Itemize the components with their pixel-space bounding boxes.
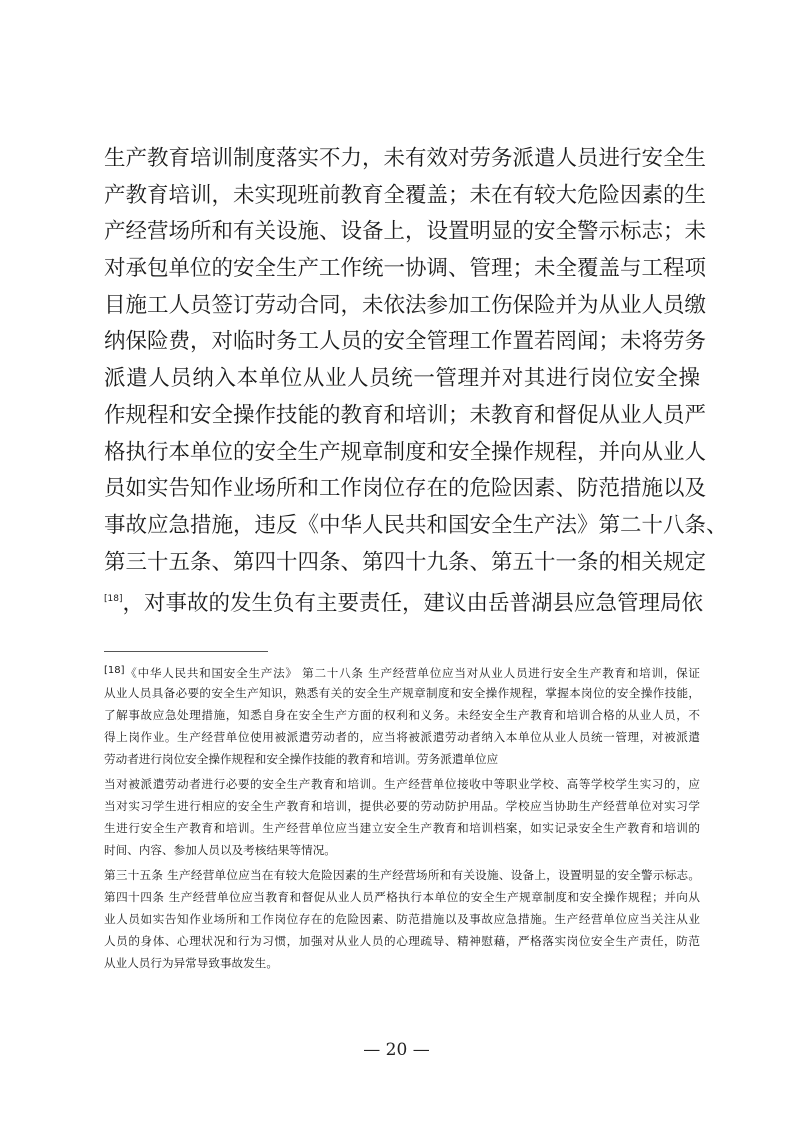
- body-line: 对承包单位的安全生产工作统一协调、管理；未全覆盖与工程项: [104, 256, 707, 282]
- body-text: [104, 141, 728, 618]
- footnote-line: 当对被派遣劳动者进行必要的安全生产教育和培训。生产经营单位接收中等职业学校、高等学校学生实习的，应: [104, 777, 700, 791]
- footnote-block: [104, 660, 700, 974]
- page-number: — 20 —: [363, 1040, 430, 1060]
- footnote-line: 时间、内容、参加人员以及考核结果等情况。: [104, 843, 336, 857]
- footnote-reference[interactable]: [18]: [104, 594, 123, 605]
- body-line: 生产教育培训制度落实不力，未有效对劳务派遣人员进行安全生: [104, 146, 707, 171]
- footnote-line-text: 《中华人民共和国安全生产法》 第二十八条 生产经营单位应当对从业人员进行安全生产教育和培训，保证: [124, 666, 700, 680]
- body-line: 事故应急措施，违反《中华人民共和国安全生产法》第二十八条、: [104, 512, 728, 538]
- footnote-line: 业人员如实告知作业场所和工作岗位存在的危险因素、防范措施以及事故应急措施。生产经营单位应当关注从业: [104, 912, 700, 926]
- footnote-line: [104, 660, 700, 682]
- body-line: 作规程和安全操作技能的教育和培训；未教育和督促从业人员严: [104, 402, 707, 428]
- footnote-line: 得上岗作业。生产经营单位使用被派遣劳动者的，应当将被派遣劳动者纳入本单位从业人员统一管理，对被派遣: [104, 730, 700, 744]
- footnote-line: 生进行安全生产教育和培训。生产经营单位应当建立安全生产教育和培训档案，如实记录安全生产教育和培训的: [104, 821, 700, 835]
- footnote-line: 当对实习学生进行相应的安全生产教育和培训，提供必要的劳动防护用品。学校应当协助生产经营单位对实习学: [104, 799, 700, 813]
- body-line-text: ，对事故的发生负有主要责任，建议由岳普湖县应急管理局依: [122, 591, 703, 617]
- footnote-line: 人员的身体、心理状况和行为习惯，加强对从业人员的心理疏导、精神慰藉，严格落实岗位安全生产责任，防范: [104, 934, 700, 948]
- footnote-number: [18]: [104, 665, 125, 676]
- footnote-line: 从业人员具备必要的安全生产知识，熟悉有关的安全生产规章制度和安全操作规程，掌握本岗位的安全操作技能，: [104, 686, 700, 700]
- body-line: 纳保险费，对临时务工人员的安全管理工作置若罔闻；未将劳务: [104, 329, 707, 355]
- footnote-divider: [104, 651, 268, 652]
- body-line: 员如实告知作业场所和工作岗位存在的危险因素、防范措施以及: [104, 476, 707, 502]
- footnote-line: 第三十五条 生产经营单位应当在有较大危险因素的生产经营场所和有关设施、设备上，设置明显的安全警示标志。: [104, 868, 700, 882]
- body-line: 产教育培训，未实现班前教育全覆盖；未在有较大危险因素的生: [104, 182, 707, 208]
- footnote-line: 了解事故应急处理措施，知悉自身在安全生产方面的权利和义务。未经安全生产教育和培训合格的从业人员，不: [104, 708, 700, 722]
- body-line: 格执行本单位的安全生产规章制度和安全操作规程，并向从业人: [104, 439, 707, 465]
- body-line: 派遣人员纳入本单位从业人员统一管理并对其进行岗位安全操: [104, 366, 700, 392]
- body-line: 第三十五条、第四十四条、第四十九条、第五十一条的相关规定: [104, 549, 707, 575]
- footnote-line: 从业人员行为异常导致事故发生。: [104, 956, 278, 970]
- body-line: 目施工人员签订劳动合同，未依法参加工伤保险并为从业人员缴: [104, 292, 707, 318]
- body-line: 产经营场所和有关设施、设备上，设置明显的安全警示标志；未: [104, 219, 707, 245]
- body-line: [104, 581, 703, 618]
- footnote-line: 第四十四条 生产经营单位应当教育和督促从业人员严格执行本单位的安全生产规章制度和安全操作规程；并向从: [104, 890, 700, 904]
- footnote-line: 劳动者进行岗位安全操作规程和安全操作技能的教育和培训。劳务派遣单位应: [104, 752, 499, 766]
